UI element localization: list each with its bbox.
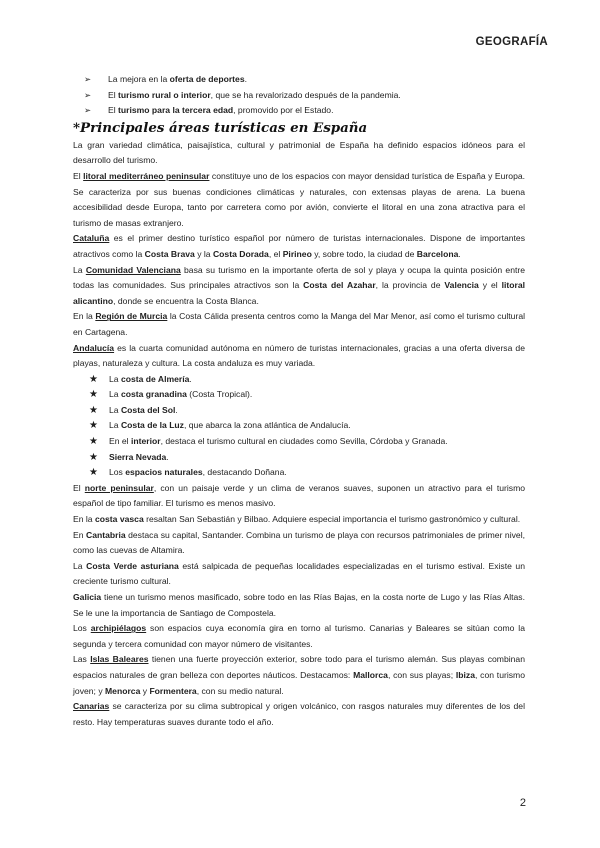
list-item: ➢ El turismo para la tercera edad, promovido por el Estado.	[73, 103, 525, 119]
star-bullet-icon: ★	[89, 420, 98, 432]
paragraph-litoral: El litoral mediterráneo peninsular constituye uno de los espacios con mayor densidad turística de España y Europa. Se caracteriza por sus buenas condiciones climáticas y naturales, con extensas playas de arena. La buena accesibilidad desde Europa, tanto por carretera como por avión, convierte el litoral en una zona atractiva para el turismo de masas extranjero.	[73, 170, 526, 228]
document-header-subject: GEOGRAFÍA	[475, 36, 548, 48]
list-item: ★ Los espacios naturales, destacando Doñana.	[73, 465, 525, 481]
star-bullet-icon: ★	[89, 404, 98, 416]
paragraph-andalucia: Andalucía es la cuarta comunidad autónoma en número de turistas internacionales, gracias a una oferta diversa de playas, naturaleza y cultura. La costa andaluza es muy variada.	[73, 342, 525, 369]
arrow-bullet-icon: ➢	[84, 89, 92, 100]
term-cataluna: Cataluña	[73, 233, 110, 244]
bullet-list-tourism-types	[73, 72, 525, 119]
paragraph-cataluna: Cataluña es el primer destino turístico español por número de turistas internacionales. Dispone de importantes atractivos como la Costa Brava y la Costa Dorada, el Pirineo y, sobre todo, la ciudad de Barcelona.	[73, 233, 525, 259]
star-list-andalucia	[73, 372, 525, 481]
term-murcia: Región de Murcia	[95, 311, 168, 322]
section-title: *Principales áreas turísticas en España	[73, 119, 368, 136]
page-number: 2	[519, 797, 526, 809]
term-valenciana: Comunidad Valenciana	[85, 264, 181, 275]
paragraph-vasca: En la costa vasca resaltan San Sebastián y Bilbao. Adquiere especial importancia el turismo gastronómico y cultural.	[73, 514, 521, 525]
star-bullet-icon: ★	[89, 436, 98, 448]
list-item: ★ La Costa de la Luz, que abarca la zona atlántica de Andalucía.	[73, 418, 525, 434]
document-body	[73, 72, 525, 730]
paragraph-norte: El norte peninsular, con un paisaje verde y un clima de veranos suaves, suponen un atractivo para el turismo español de tipo familiar. El turismo es menos masivo.	[73, 482, 526, 509]
term-litoral: litoral mediterráneo peninsular	[83, 170, 210, 181]
paragraph-intro: La gran variedad climática, paisajística, cultural y patrimonial de España ha definido espacios idóneos para el desarrollo del turismo.	[73, 139, 525, 166]
term-baleares: Islas Baleares	[90, 654, 149, 665]
paragraph-valenciana: La Comunidad Valenciana basa su turismo en la importante oferta de sol y playa y ocupa la quinta posición entre todas las comunidades. Sus principales atractivos son la Costa del Azahar, la provincia de Valencia y el litoral alicantino, donde se encuentra la Costa Blanca.	[73, 264, 526, 306]
list-item: ★ La Costa del Sol.	[73, 403, 525, 419]
arrow-bullet-icon: ➢	[84, 105, 92, 116]
arrow-bullet-icon: ➢	[84, 74, 92, 84]
paragraph-asturias: La Costa Verde asturiana está salpicada de pequeñas localidades especializadas en el turismo estival. Existe un creciente turismo cultural.	[73, 560, 525, 587]
term-andalucia: Andalucía	[73, 342, 115, 353]
star-bullet-icon: ★	[89, 373, 98, 385]
term-norte: norte peninsular	[84, 482, 154, 493]
paragraph-cantabria: En Cantabria destaca su capital, Santander. Combina un turismo de playa con recursos patrimoniales de primer nivel, como las cuevas de Altamira.	[73, 529, 525, 556]
paragraph-baleares: Las Islas Baleares tienen una fuerte proyección exterior, sobre todo para el turismo alemán. Sus playas combinan espacios naturales de gran belleza con deportes náuticos. Destacamos: Mallorca, con sus playas; Ibiza, con turismo joven; y Menorca y Formentera, con su medio natural.	[73, 654, 525, 696]
list-item: ★ La costa granadina (Costa Tropical).	[73, 387, 525, 403]
list-item: ➢ El turismo rural o interior, que se ha revalorizado después de la pandemia.	[73, 88, 525, 104]
paragraph-canarias: Canarias se caracteriza por su clima subtropical y origen volcánico, con rasgos naturales muy diferentes de los del resto. Hay temperaturas suaves durante todo el año.	[73, 701, 525, 727]
list-item: ★ En el interior, destaca el turismo cultural en ciudades como Sevilla, Córdoba y Granada.	[73, 434, 525, 450]
term-canarias: Canarias	[73, 701, 110, 712]
paragraph-galicia: Galicia tiene un turismo menos masificado, sobre todo en las Rías Bajas, en la costa norte de Lugo y las Rías Altas. Se le une la importancia de Santiago de Compostela.	[73, 592, 525, 618]
star-bullet-icon: ★	[89, 389, 98, 401]
star-bullet-icon: ★	[89, 467, 98, 479]
term-archipielagos: archipiélagos	[90, 623, 147, 634]
list-item: ★ Sierra Nevada.	[73, 450, 525, 466]
list-item: ★ La costa de Almería.	[73, 372, 525, 388]
paragraph-murcia: En la Región de Murcia la Costa Cálida presenta centros como la Manga del Mar Menor, así como el turismo cultural en Cartagena.	[73, 311, 526, 337]
paragraph-archipielagos: Los archipiélagos son espacios cuya economía gira en torno al turismo. Canarias y Baleares se sitúan como la segunda y tercera comunidad con mayor número de visitantes.	[73, 623, 525, 649]
list-item: ➢ La mejora en la oferta de deportes.	[73, 72, 525, 88]
star-bullet-icon: ★	[89, 451, 98, 463]
